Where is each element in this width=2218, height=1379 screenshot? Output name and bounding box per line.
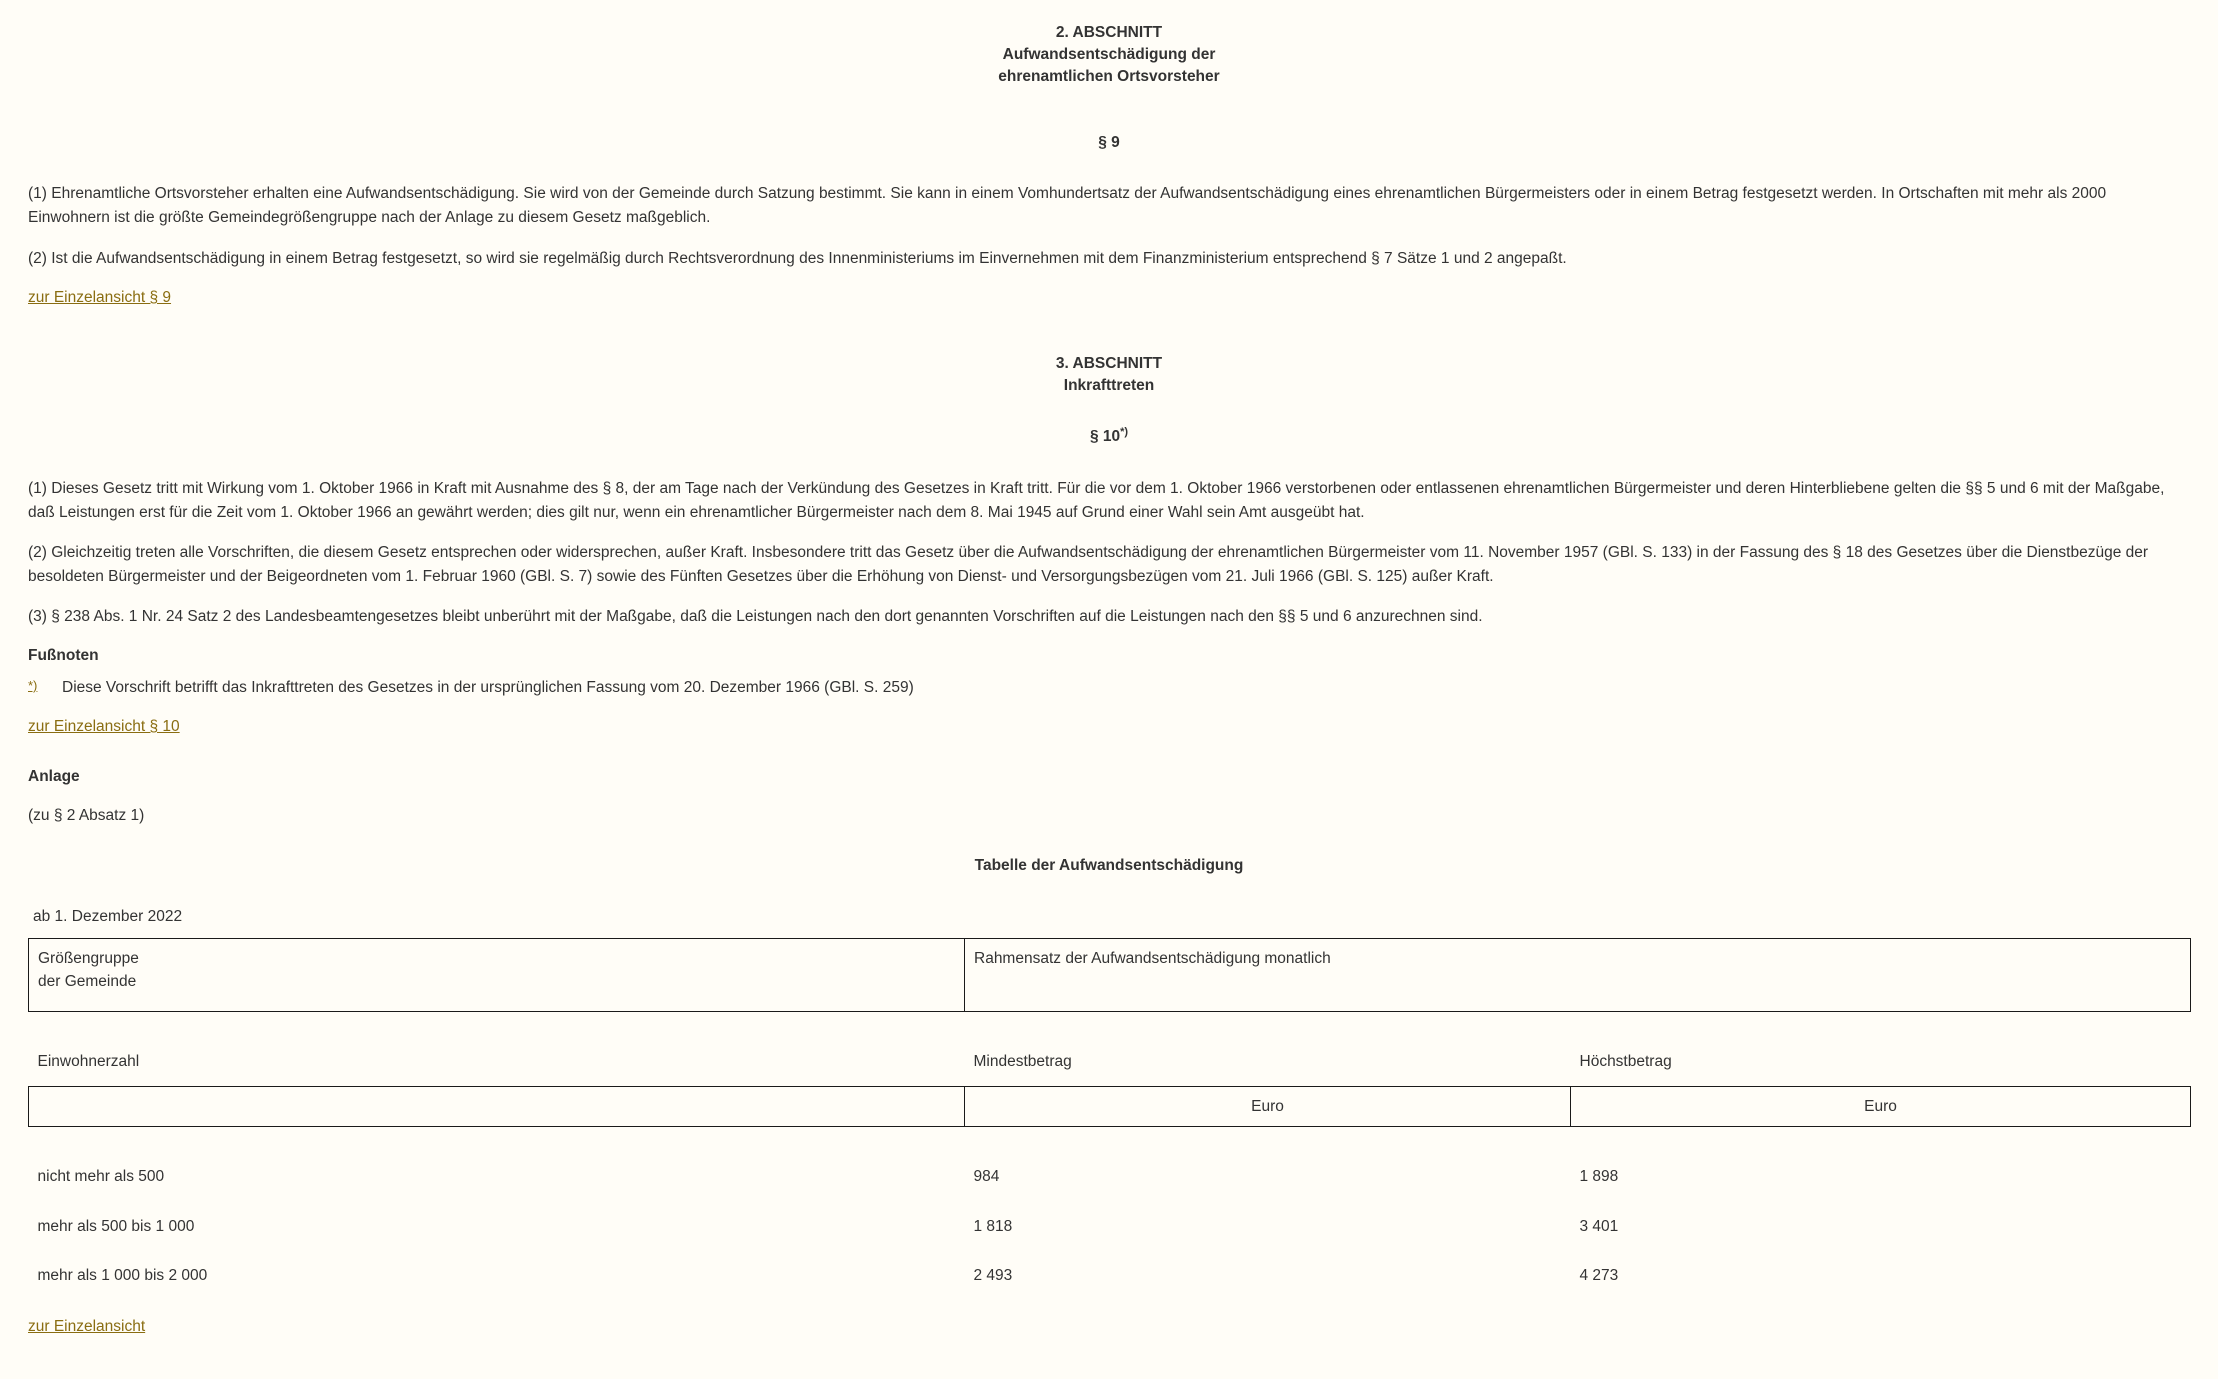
anlage-title: Anlage — [28, 768, 80, 786]
footnote-star-link[interactable]: *) — [28, 678, 38, 694]
table-subheader-row — [29, 1037, 2191, 1087]
footnote-marker-icon: *) — [1120, 425, 1129, 438]
unit-cell-euro-max: Euro — [1571, 1087, 2191, 1127]
spacer — [28, 154, 2190, 182]
paragraph-10-label: § 10 — [1089, 428, 1121, 446]
section-2-heading-line-3: ehrenamtlichen Ortsvorsteher — [998, 68, 1220, 85]
table-caption: Tabelle der Aufwandsentschädigung — [974, 857, 1244, 875]
spacer — [28, 589, 2190, 605]
row-group-label: nicht mehr als 500 — [37, 1168, 165, 1186]
table-header-box-row — [29, 938, 2191, 1011]
table-row — [29, 1251, 2191, 1300]
spacer — [28, 231, 2190, 247]
row-max-value: 3 401 — [1579, 1217, 1619, 1235]
section-3-heading — [28, 353, 2190, 397]
section-2-heading-line-1: 2. ABSCHNITT — [1055, 24, 1163, 41]
footnotes-title: Fußnoten — [28, 646, 99, 664]
header-cell-groessengruppe — [29, 938, 965, 1011]
paragraph-10-absatz-1: (1) Dieses Gesetz tritt mit Wirkung vom 1. Oktober 1966 in Kraft mit Ausnahme des § 8, der am Tage nach der Verkündung des Gesetzes in Kraft tritt. Für die vor dem 1. Oktober 1966 verstorbenen oder entlassenen ehrenamtlichen Bürgermeister und deren Hinterbliebene gelten die §§ 5 und 6 mit der Maßgabe, daß Leistungen erst für die Zeit vom 1. Oktober 1966 an gewährt werden; dies gilt nur, wenn ein ehrenamtlicher Bürgermeister nach dem 8. Mai 1945 auf Grund einer Wahl sein Amt ausgeübt hat. — [28, 479, 2165, 521]
header-groessengruppe-line-1: Größengruppe — [38, 949, 139, 967]
spacer — [28, 667, 2190, 677]
table-unit-row — [29, 1087, 2191, 1127]
spacer — [28, 525, 2190, 541]
row-group-label: mehr als 1 000 bis 2 000 — [37, 1266, 208, 1284]
spacer — [28, 789, 2190, 805]
section-3-heading-line-1: 3. ABSCHNITT — [1055, 354, 1163, 372]
section-2-heading-line-2: Aufwandsentschädigung der — [1002, 46, 1216, 63]
subheader-cell-einwohnerzahl: Einwohnerzahl — [37, 1052, 140, 1070]
spacer — [28, 88, 2190, 132]
table-spacer-row — [29, 1127, 2191, 1153]
paragraph-10-absatz-3: (3) § 238 Abs. 1 Nr. 24 Satz 2 des Landesbeamtengesetzes bleibt unberührt mit der Maßgabe, daß die Leistungen nach den dort genannten Vorschriften auf die Leistungen nach den §§ 5 und 6 anzurechnen sind. — [28, 607, 1483, 625]
header-groessengruppe-line-2: der Gemeinde — [38, 973, 137, 991]
paragraph-9-absatz-1: (1) Ehrenamtliche Ortsvorsteher erhalten eine Aufwandsentschädigung. Sie wird von der Gemeinde durch Satzung bestimmt. Sie kann in einem Vomhundertsatz der Aufwandsentschädigung eines ehrenamtlichen Bürgermeisters oder in einem Betrag festgesetzt werden. In Ortschaften mit mehr als 2000 Einwohnern ist die größte Gemeindegrößengruppe nach der Anlage zu diesem Gesetz maßgeblich. — [28, 185, 2107, 227]
table-row — [29, 1202, 2191, 1251]
spacer — [28, 629, 2190, 645]
spacer — [28, 449, 2190, 477]
header-cell-rahmensatz: Rahmensatz der Aufwandsentschädigung monatlich — [965, 938, 2191, 1011]
link-einzelansicht-paragraph-9[interactable]: zur Einzelansicht § 9 — [28, 288, 172, 306]
subheader-cell-mindestbetrag: Mindestbetrag — [973, 1052, 1072, 1070]
spacer — [28, 700, 2190, 716]
table-effective-date: ab 1. Dezember 2022 — [33, 907, 183, 925]
anlage-subtitle: (zu § 2 Absatz 1) — [28, 806, 145, 824]
spacer — [28, 878, 2190, 906]
unit-cell-empty — [29, 1087, 965, 1127]
spacer — [28, 1300, 2190, 1316]
footnote-text: Diese Vorschrift betrifft das Inkrafttreten des Gesetzes in der ursprünglichen Fassung vom 20. Dezember 1966 (GBl. S. 259) — [62, 679, 914, 697]
subheader-cell-hoechstbetrag: Höchstbetrag — [1579, 1052, 1672, 1070]
table-spacer-row — [29, 1011, 2191, 1037]
link-einzelansicht-anlage[interactable]: zur Einzelansicht — [28, 1318, 146, 1336]
spacer — [28, 738, 2190, 766]
row-min-value: 984 — [973, 1168, 1000, 1186]
spacer — [28, 271, 2190, 287]
section-3-heading-line-2: Inkrafttreten — [1063, 376, 1155, 394]
row-min-value: 2 493 — [973, 1266, 1013, 1284]
paragraph-10-absatz-2: (2) Gleichzeitig treten alle Vorschriften, die diesem Gesetz entsprechen oder widersprechen, außer Kraft. Insbesondere tritt das Gesetz über die Aufwandsentschädigung der ehrenamtlichen Bürgermeister vom 11. November 1957 (GBl. S. 133) in der Fassung des § 18 des Gesetzes über die Dienstbezüge der besoldeten Bürgermeister und der Beigeordneten vom 1. Februar 1960 (GBl. S. 7) sowie des Fünften Gesetzes über die Erhöhung von Dienst- und Versorgungsbezügen vom 21. Juli 1966 (GBl. S. 125) außer Kraft. — [28, 543, 2149, 585]
row-max-value: 1 898 — [1579, 1168, 1619, 1186]
unit-cell-euro-min: Euro — [965, 1087, 1571, 1127]
paragraph-9-absatz-2: (2) Ist die Aufwandsentschädigung in einem Betrag festgesetzt, so wird sie regelmäßig durch Rechtsverordnung des Innenministeriums im Einvernehmen mit dem Finanzministerium entsprechend § 7 Sätze 1 und 2 angepaßt. — [28, 249, 1567, 267]
spacer — [28, 309, 2190, 353]
section-2-heading — [28, 22, 2190, 88]
row-min-value: 1 818 — [973, 1217, 1013, 1235]
table-row — [29, 1152, 2191, 1201]
row-max-value: 4 273 — [1579, 1266, 1619, 1284]
spacer — [28, 397, 2190, 425]
aufwandsentschaedigung-table — [28, 938, 2191, 1300]
spacer — [28, 827, 2190, 855]
paragraph-9-number: § 9 — [1098, 134, 1120, 151]
link-einzelansicht-paragraph-10[interactable]: zur Einzelansicht § 10 — [28, 717, 180, 735]
paragraph-10-number — [28, 425, 2190, 449]
footnote-entry — [28, 677, 2190, 699]
spacer — [28, 928, 2190, 938]
row-group-label: mehr als 500 bis 1 000 — [37, 1217, 195, 1235]
